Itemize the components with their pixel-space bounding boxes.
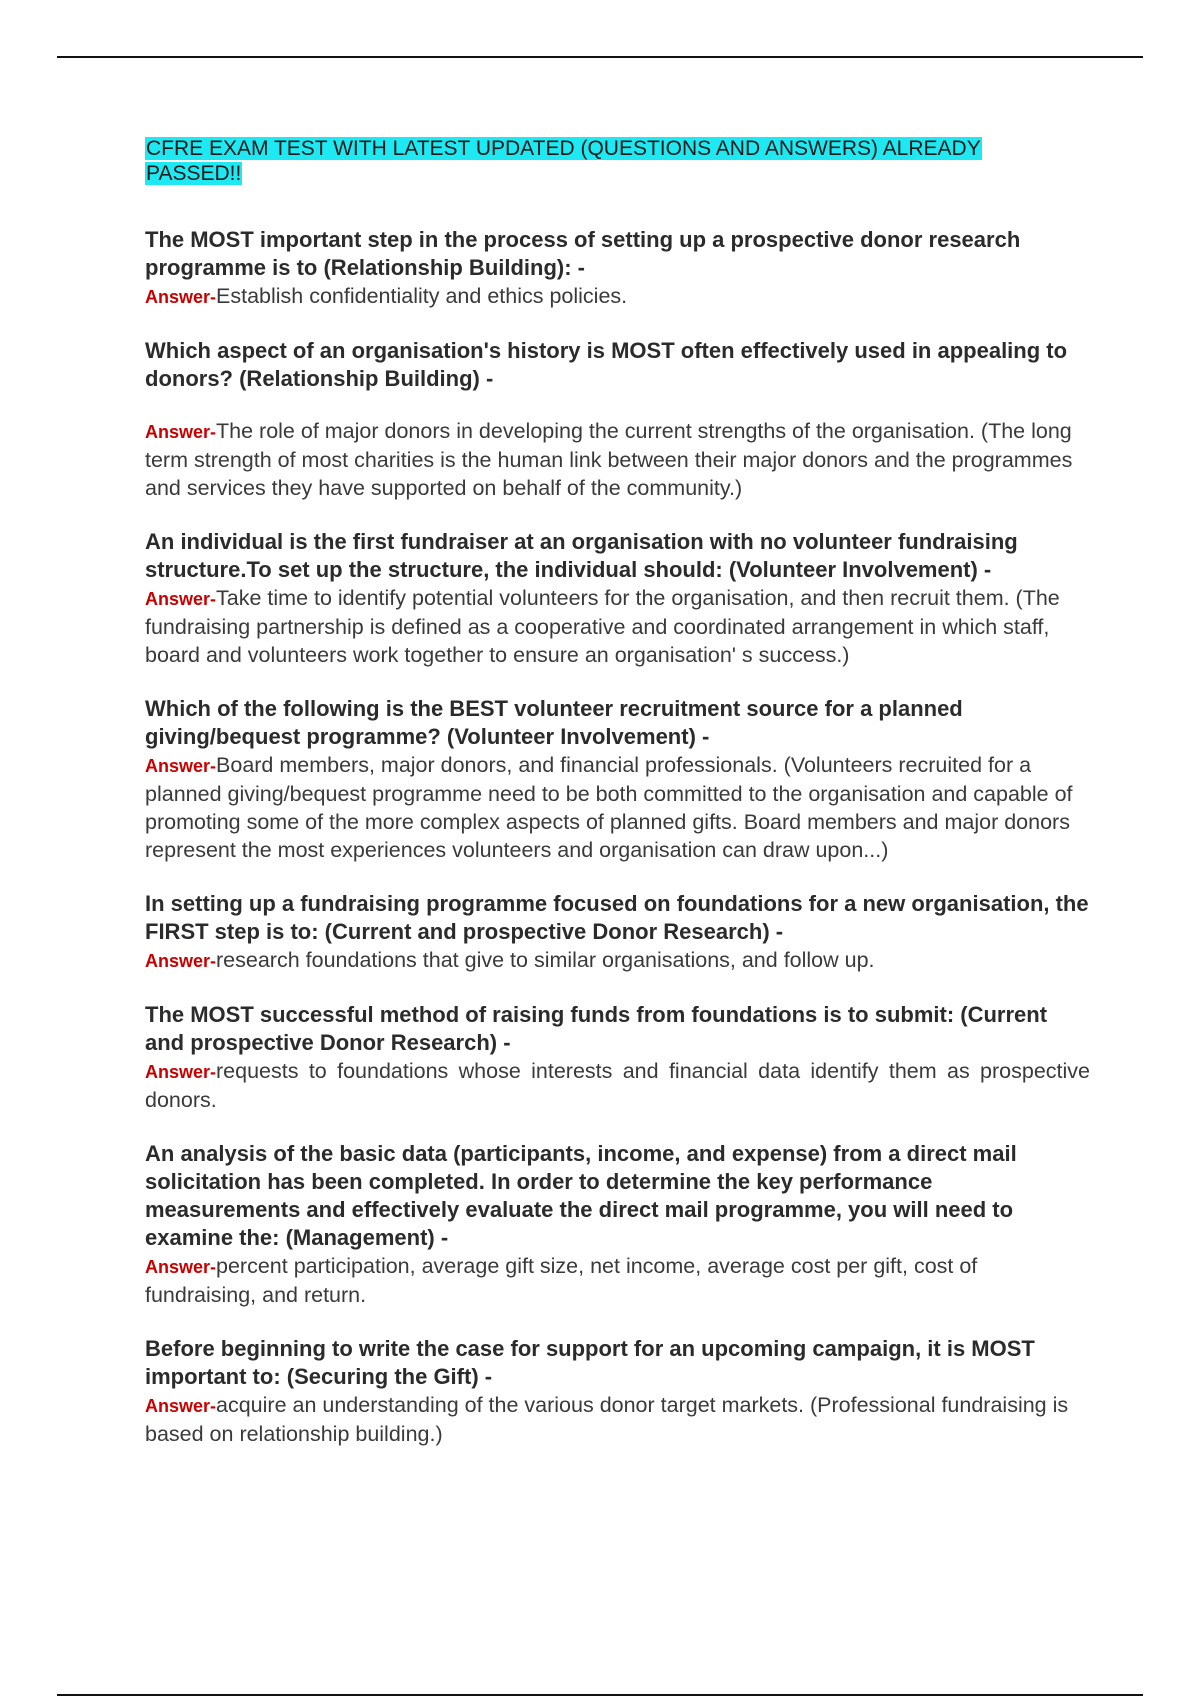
answer-label: Answer- <box>145 951 217 971</box>
qa-item <box>145 1001 1090 1114</box>
answer-text: acquire an understanding of the various donor target markets. (Professional fundraising is based on relationship building.) <box>145 1393 1069 1446</box>
answer-text: Board members, major donors, and financial professionals. (Volunteers recruited for a planned giving/bequest programme need to be both committed to the organisation and capable of promoting some of the more complex aspects of planned gifts. Board members and major donors represent the most experiences volunteers and organisation can draw upon...) <box>145 753 1073 862</box>
question-text: The MOST important step in the process of setting up a prospective donor research programme is to (Relationship Building): - <box>145 227 1021 280</box>
document-title <box>145 136 1090 186</box>
title-line-2: PASSED!! <box>146 162 242 185</box>
question-text: The MOST successful method of raising funds from foundations is to submit: (Current and prospective Donor Research) - <box>145 1002 1048 1055</box>
answer-block <box>145 946 1090 975</box>
question-text: An analysis of the basic data (participants, income, and expense) from a direct mail solicitation has been completed. In order to determine the key performance measurements and effectively evaluate the direct mail programme, you will need to examine the: (Management) - <box>145 1141 1017 1250</box>
answer-text: Take time to identify potential volunteers for the organisation, and then recruit them. (The fundraising partnership is defined as a cooperative and coordinated arrangement in which staff, board and volunteers work together to ensure an organisation' s success.) <box>145 586 1060 667</box>
answer-block <box>145 1252 1090 1309</box>
answer-label: Answer- <box>145 756 217 776</box>
answer-text: percent participation, average gift size, net income, average cost per gift, cost of fundraising, and return. <box>145 1254 978 1307</box>
answer-label: Answer- <box>145 1062 217 1082</box>
question-text: Which aspect of an organisation's history is MOST often effectively used in appealing to donors? (Relationship Building) - <box>145 338 1068 391</box>
answer-block <box>145 584 1090 669</box>
answer-text: The role of major donors in developing the current strengths of the organisation. (The long term strength of most charities is the human link between their major donors and the programmes and services they have supported on behalf of the community.) <box>145 419 1073 500</box>
answer-label: Answer- <box>145 287 217 307</box>
header-rule <box>57 56 1143 58</box>
answer-text: Establish confidentiality and ethics policies. <box>216 284 628 308</box>
answer-block <box>145 282 1090 311</box>
footer-rule <box>57 1694 1143 1696</box>
answer-block <box>145 751 1090 864</box>
answer-label: Answer- <box>145 1396 217 1416</box>
answer-block <box>145 1391 1090 1448</box>
answer-block <box>145 417 1090 502</box>
answer-block <box>145 1057 1090 1114</box>
title-line-1: CFRE EXAM TEST WITH LATEST UPDATED (QUESTIONS AND ANSWERS) ALREADY <box>146 137 981 160</box>
qa-item <box>145 226 1090 311</box>
question-text: Before beginning to write the case for support for an upcoming campaign, it is MOST important to: (Securing the Gift) - <box>145 1336 1035 1389</box>
question-text: An individual is the first fundraiser at an organisation with no volunteer fundraising structure.To set up the structure, the individual should: (Volunteer Involvement) - <box>145 529 1018 582</box>
answer-label: Answer- <box>145 422 217 442</box>
qa-item <box>145 890 1090 975</box>
document-body <box>145 136 1090 1474</box>
answer-text: research foundations that give to similar organisations, and follow up. <box>216 948 875 972</box>
question-text: In setting up a fundraising programme focused on foundations for a new organisation, the FIRST step is to: (Current and prospective Donor Research) - <box>145 891 1089 944</box>
question-text: Which of the following is the BEST volunteer recruitment source for a planned giving/bequest programme? (Volunteer Involvement) - <box>145 696 963 749</box>
answer-label: Answer- <box>145 589 217 609</box>
qa-item <box>145 1140 1090 1309</box>
answer-text: requests to foundations whose interests and financial data identify them as prospective donors. <box>145 1059 1090 1112</box>
answer-label: Answer- <box>145 1257 217 1277</box>
qa-item <box>145 528 1090 669</box>
qa-item <box>145 1335 1090 1448</box>
qa-item <box>145 695 1090 864</box>
qa-item <box>145 337 1090 502</box>
